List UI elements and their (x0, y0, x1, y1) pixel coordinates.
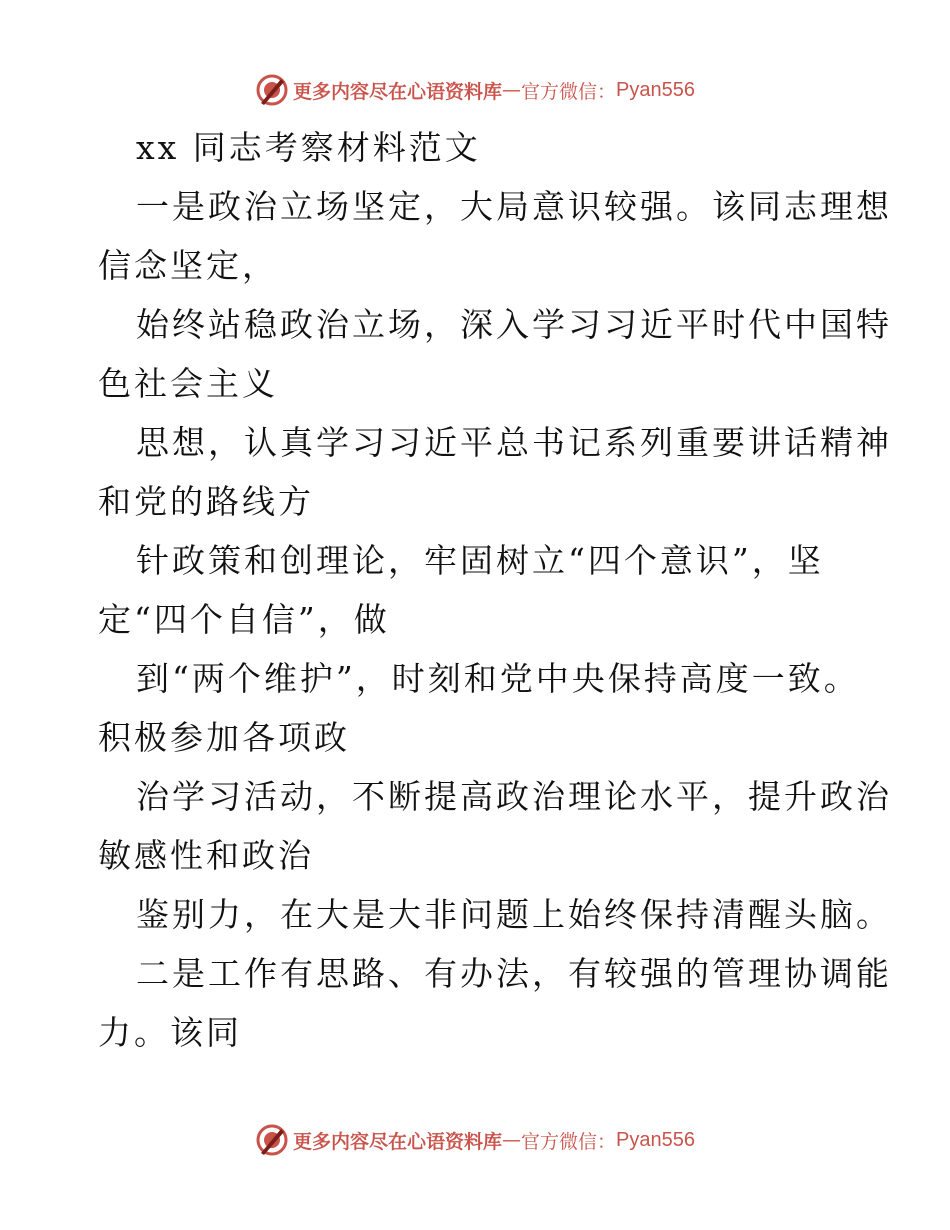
paragraph-line: 信念坚定， (98, 246, 278, 285)
pen-logo-icon (255, 73, 289, 107)
banner-separator: — (502, 79, 522, 101)
paragraph-line: 敏感性和政治 (98, 836, 314, 875)
paragraph-line: 到“两个维护”，时刻和党中央保持高度一致。 (136, 659, 860, 698)
footer-banner (0, 1120, 950, 1160)
pen-logo-icon (255, 1123, 289, 1157)
paragraph-line: 色社会主义 (98, 364, 278, 403)
banner-wechat-id: Pyan556 (616, 78, 695, 101)
document-title: xx 同志考察材料范文 (136, 128, 481, 167)
banner-slogan: 更多内容尽在心语资料库 (293, 80, 503, 103)
paragraph-line: 和党的路线方 (98, 482, 314, 521)
paragraph-line: 始终站稳政治立场，深入学习习近平时代中国特 (136, 305, 892, 344)
paragraph-line: 思想，认真学习习近平总书记系列重要讲话精神 (136, 423, 892, 462)
paragraph-line: 积极参加各项政 (98, 718, 350, 757)
paragraph-line: 力。该同 (98, 1013, 242, 1052)
banner-wechat-label: 官方微信： (521, 80, 617, 103)
paragraph-line: 鉴别力，在大是大非问题上始终保持清醒头脑。 (136, 895, 892, 934)
header-banner (0, 70, 950, 110)
document-body (98, 118, 892, 1062)
banner-wechat-label: 官方微信： (521, 1130, 617, 1153)
paragraph-line: 一是政治立场坚定，大局意识较强。该同志理想 (136, 187, 892, 226)
paragraph-line: 定“四个自信”，做 (98, 600, 390, 639)
banner-slogan: 更多内容尽在心语资料库 (293, 1130, 503, 1153)
banner-wechat-id: Pyan556 (616, 1128, 695, 1151)
paragraph-line: 治学习活动，不断提高政治理论水平，提升政治 (136, 777, 892, 816)
paragraph-line: 针政策和创理论，牢固树立“四个意识”，坚 (136, 541, 824, 580)
banner-separator: — (502, 1129, 522, 1151)
paragraph-line: 二是工作有思路、有办法，有较强的管理协调能 (136, 954, 892, 993)
